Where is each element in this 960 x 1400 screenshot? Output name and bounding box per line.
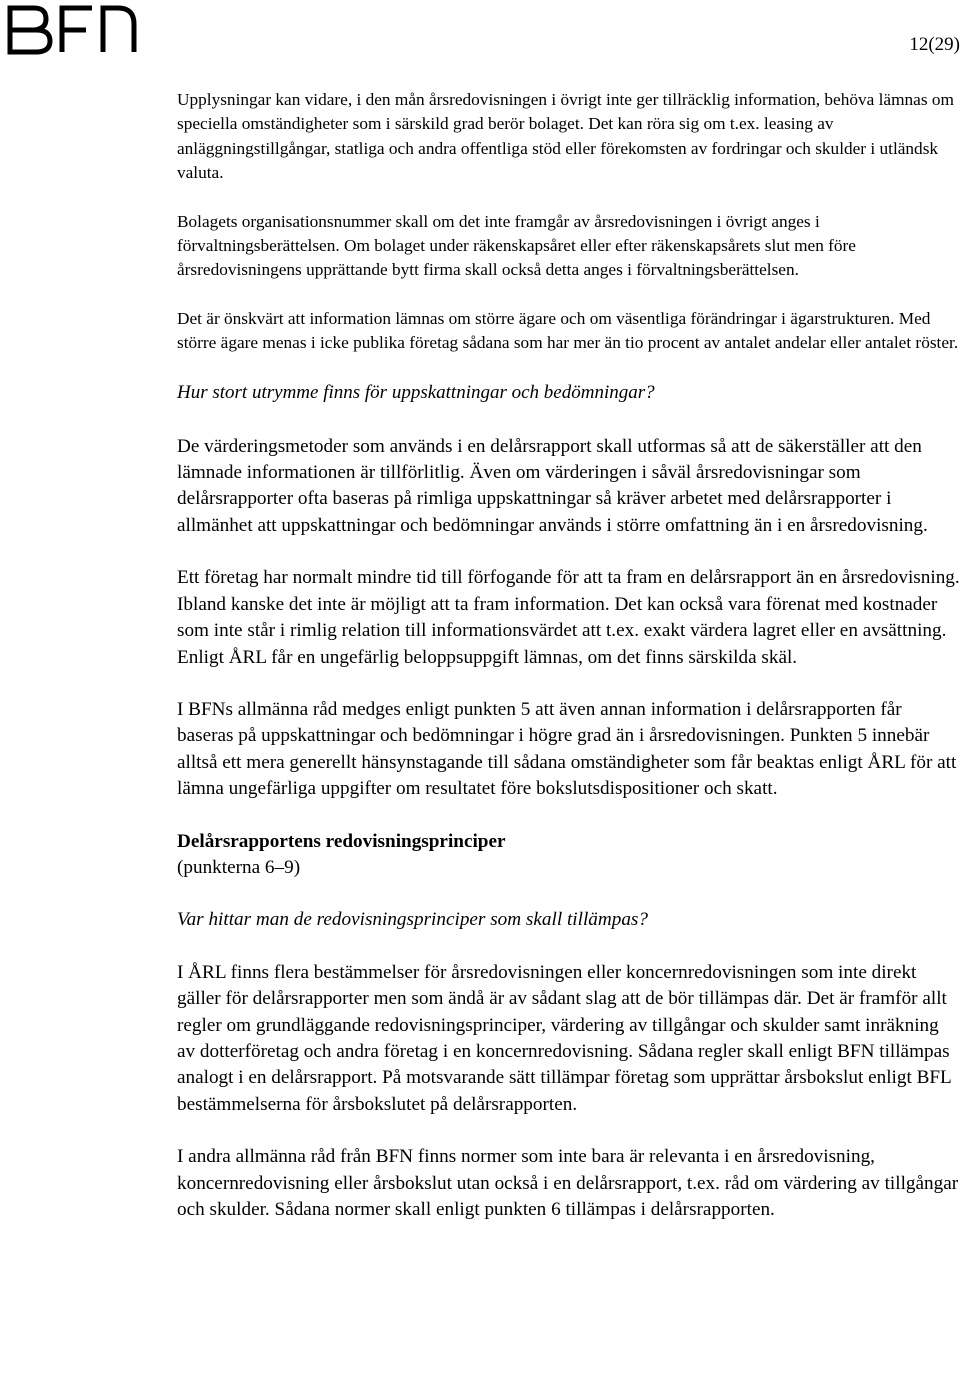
question-heading: Var hittar man de redovisningsprinciper som skall tillämpas?: [177, 909, 648, 931]
question-heading: Hur stort utrymme finns för uppskattningar och bedömningar?: [177, 381, 655, 403]
section-large-text: [177, 434, 960, 1224]
paragraph: Upplysningar kan vidare, i den mån årsredovisningen i övrigt inte ger tillräcklig information, behöva lämnas om speciella omständigheter som i särskild grad berör bolaget. Det kan röra sig om t.ex. leasing av anläggningstillgångar, statliga och andra offentliga stöd eller förekomsten av fordringar och skulder i utländsk valuta.: [177, 90, 954, 183]
page-number: 12(29): [909, 34, 960, 55]
bfn-logo: [6, 4, 138, 56]
paragraph: De värderingsmetoder som används i en delårsrapport skall utformas så att de säkerställer att den lämnade informationen är tillförlitlig. Även om värderingen i såväl årsredovisningar som delårsrapporter ofta baseras på rimliga uppskattningar så kräver arbetet med delårsrapporter i allmänhet att uppskattningar och bedömningar används i större omfattning än i en årsredovisning.: [177, 435, 928, 536]
paragraph: I andra allmänna råd från BFN finns normer som inte bara är relevanta i en årsredovisning, koncernredovisning eller årsbokslut utan också i en delårsrapport, t.ex. råd om värdering av tillgångar och skulder. Sådana normer skall enligt punkten 6 tillämpas i delårsrapporten.: [177, 1146, 959, 1220]
paragraph: Bolagets organisationsnummer skall om det inte framgår av årsredovisningen i övrigt anges i förvaltningsberättelsen. Om bolaget under räkenskapsåret eller efter räkenskapsårets slut men före årsredovisningens upprättande bytt firma skall också detta anges i förvaltningsberättelsen.: [177, 211, 856, 280]
paragraph: Ett företag har normalt mindre tid till förfogande för att ta fram en delårsrapport än en årsredovisning. Ibland kanske det inte är möjligt att ta fram information. Det kan också vara förenat med kostnader som inte står i rimlig relation till informationsvärdet att t.ex. exakt värdera lagret eller en avsättning. Enligt ÅRL får en ungefärlig beloppsuppgift lämnas, om det finns särskilda skäl.: [177, 567, 960, 668]
paragraph: Det är önskvärt att information lämnas om större ägare och om väsentliga förändringar i ägarstrukturen. Med större ägare menas i icke publika företag sådana som har mer än tio procent av antalet andelar eller antalet röster.: [177, 308, 959, 353]
paragraph: I BFNs allmänna råd medges enligt punkten 5 att även annan information i delårsrapporten får baseras på uppskattningar och bedömningar i högre grad än i årsredovisningen. Punkten 5 innebär alltså ett mera generellt hänsynstagande till sådana omständigheter som får beaktas enligt ÅRL för att lämna ungefärliga uppgifter om resultatet före bokslutsdispositioner och skatt.: [177, 698, 957, 800]
section-subheading: (punkterna 6–9): [177, 856, 301, 878]
section-small-text: [177, 88, 960, 356]
document-body: [177, 88, 960, 1249]
section-heading: Delårsrapportens redovisningsprinciper: [177, 830, 506, 852]
paragraph: I ÅRL finns flera bestämmelser för årsredovisningen eller koncernredovisningen som inte direkt gäller för delårsrapporter men som ändå är av sådant slag att de bör tillämpas där. Det är framför allt regler om grundläggande redovisningsprinciper, värdering av tillgångar och skulder samt inräkning av dotterföretag och andra företag i en koncernredovisning. Sådana regler skall enligt BFN tillämpas analogt i en delårsrapport. På motsvarande sätt tillämpar företag som upprättar årsbokslut enligt BFL bestämmelserna för årsbokslutet på delårsrapporten.: [177, 961, 952, 1115]
